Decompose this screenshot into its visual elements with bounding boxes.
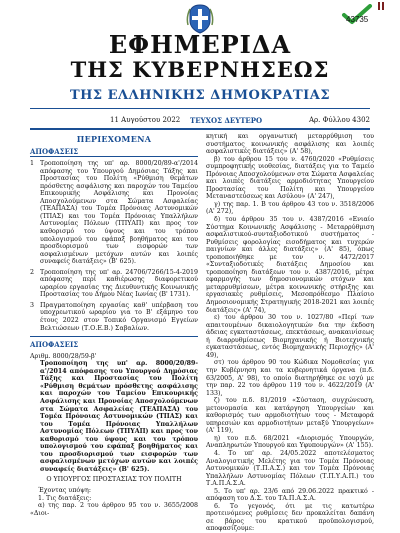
body-paragraph: 5. Το υπ' αρ. 23/6 από 29.06.2022 πρακτικό - απόφαση του Δ.Σ. του ΤΑ.Π.Α.Σ.Α. [206, 487, 374, 503]
barcode-mark [382, 2, 384, 10]
toc-item [30, 160, 198, 266]
toc-section: ΑΠΟΦΑΣΕΙΣ [30, 148, 198, 158]
decision-reference: Αριθμ. 8000/28/59-β' [30, 352, 97, 360]
issue-date: 11 Αυγούστου 2022 [110, 116, 181, 124]
decision-paragraph: 1. Τις διατάξεις: [38, 494, 92, 502]
gazette-title-line2: ΤΗΣ ΚΥΒΕΡΝΗΣΕΩΣ [70, 57, 330, 82]
body-paragraph: κητική και οργανωτική μεταρρύθμιση του συστήματος κοινωνικής ασφάλισης και λοιπές ασφαλιστικές διατάξεις» (Α' 58), [206, 133, 374, 156]
decisions-section: ΑΠΟΦΑΣΕΙΣ [30, 340, 79, 350]
body-paragraph: β) του άρθρου 15 του ν. 4760/2020 «Ρυθμίσεις συμπροφητικής υιοθεσίας, διατάξεις για το Ταμείο Πρόνοιας Αποσχολούμενων στα Σώματα Ασφαλείας και λοιπές διατάξεις αρμοδιότητας Υπουργείου Προστασίας του Πολίτη και Υπουργείου Μεταναστεύσεως και Ασύλου» (Α' 247), [206, 155, 374, 201]
gazette-title-line1: ΕΦΗΜΕΡΙΔΑ [108, 30, 292, 59]
header-divider [30, 108, 370, 109]
body-paragraph: δ) του άρθρου 35 του ν. 4387/2016 «Ενιαίο Σύστημα Κοινωνικής Ασφάλισης - Μεταρρύθμιση ασφαλιστικού-συνταξιοδοτικού συστήματος - Ρυθμίσεις φορολογίας εισοδήματος και τυχερών παιγνίων και άλλες διατάξεις» (Α' 85), όπως τροποποιήθηκε με τον ν. 4472/2017 «Συνταξιοδοτικές διατάξεις Δημοσίου και τροποποίηση διατάξεων του ν. 4387/2016, μέτρα εφαρμογής των δημοσιονομικών στόχων και μεταρρυθμίσεων, μέτρα κοινωνικής στήριξης και εργασιακές ρυθμίσεις, Μεσοπρόθεσμο Πλαίσιο Δημοσιονομικής Στρατηγικής 2018-2021 και λοιπές διατάξεις» (Α' 74), [206, 216, 374, 314]
toc-item-number: 2 [30, 268, 35, 276]
left-column [30, 133, 198, 517]
toc-title: ΠΕΡΙΕΧΟΜΕΝΑ [76, 134, 152, 144]
toc-item-text: Τροποποίηση της υπ' αρ. 8000/20/89-α'/2014 απόφασης του Υπουργού Δημόσιας Τάξης και Προστασίας του Πολίτη «Ρύθμιση θεμάτων πρόσθετης ασφάλισης και παροχών του Ταμείου Επικουρικής Ασφάλισης και Προνοίας Αποσχολούμενων στα Σώματα Ασφαλείας (ΤΕΑΠΑΣΑ) του Τομέα Πρόνοιας Αστυνομικών (ΤΠΑΣ) και του Τομέα Πρόνοιας Υπαλλήλων Αστυνομίας Πόλεων (ΤΠΥΑΠ) και προς τον καθορισμό του ύψους και του τρόπου υπολογισμού του εφάπαξ βοηθήματος και του προσδιορισμού των εισφορών των ασφαλισμένων μετόχων αυτών και λοιπές συναφείς διατάξεις» (Β' 625). [40, 160, 198, 266]
body-paragraph: στ) του άρθρου 90 του Κώδικα Νομοθεσίας για την Κυβέρνηση και τα κυβερνητικά όργανα (π.δ. 63/2005, Α' 98), το οποίο διατηρήθηκε σε ισχύ με την παρ. 22 του άρθρου 119 του ν. 4622/2019 (Α' 133), [206, 359, 374, 397]
body-paragraph: γ) της παρ. 1. Β του άρθρου 43 του ν. 3518/2006 (Α' 272), [206, 200, 374, 216]
decision-having: Έχοντας υπόψη: [38, 486, 91, 494]
toc-item-number: 1 [30, 160, 35, 168]
header-divider [30, 128, 370, 130]
toc-item-number: 3 [30, 301, 35, 309]
issue-meta-line [30, 116, 370, 128]
body-paragraph: 4. Το υπ' αρ. 24/05.2022 αποτελέσματος Αναλογιστικής Μελέτης για τον Τομέα Πρόνοιας Αστυνομικών (Τ.Π.Α.Σ.) και τον Τομέα Πρόνοιας Υπαλλήλων Αστυνομίας Πόλεων (Τ.Π.Υ.Α.Π.) του Τ.Α.Π.Α.Σ.Α. [206, 449, 374, 488]
barcode-mark [378, 2, 380, 10]
section-divider [30, 336, 198, 337]
issue-sheet-number: Αρ. Φύλλου 4302 [309, 116, 370, 124]
gazette-subtitle: ΤΗΣ ΕΛΛΗΝΙΚΗΣ ΔΗΜΟΚΡΑΤΙΑΣ [69, 88, 331, 103]
toc-item-text: Τροποποίηση της υπ' αρ. 24706/7266/15-4-2019 απόφασης περί καθιέρωσης διαφορετικού ωραρίου εργασίας της Διευθυντικής Κοινωνικής Προστασίας του Δήμου Νέας Ιωνίας (Β' 1731). [40, 268, 198, 299]
decision-paragraph: α) της παρ. 2 του άρθρου 95 του ν. 3655/2008 «Διοι- [30, 502, 198, 517]
issue-series: ΤΕΥΧΟΣ ΔΕΥΤΕΡΟ [190, 116, 263, 125]
decision-title: Τροποποίηση της υπ' αρ. 8000/20/89-α'/2014 απόφασης του Υπουργού Δημόσιας Τάξης και Προστασίας του Πολίτη «Ρύθμιση θεμάτων πρόσθετης ασφάλισης και παροχών του Ταμείου Επικουρικής Ασφάλισης και Προνοίας Αποσχολούμενων στα Σώματα Ασφαλείας (ΤΕΑΠΑΣΑ) του Τομέα Πρόνοιας Αστυνομικών (ΤΠΑΣ) και του Τομέα Πρόνοιας Υπαλλήλων Αστυνομίας Πόλεων (ΤΠΥΑΠ) και προς τον καθορισμό του ύψους και του τρόπου υπολογισμού του εφάπαξ βοηθήματος και του προσδιορισμού των εισφορών των ασφαλισμένων μετόχων αυτών και λοιπές συναφείς διατάξεις» (Β' 625). [40, 360, 198, 473]
decision-minister: Ο ΥΠΟΥΡΓΟΣ ΠΡΟΣΤΑΣΙΑΣ ΤΟΥ ΠΟΛΙΤΗ [46, 476, 182, 484]
body-paragraph: η) του π.δ. 68/2021 «Διορισμός Υπουργών, Αναπληρωτών Υπουργού και Υφυπουργών» (Α' 155). [206, 434, 374, 450]
right-column [206, 133, 374, 533]
toc-item-text: Πραγματοποίηση εργασίας καθ' υπέρβαση του υποχρεωτικού ωραρίου για το Β' εξάμηνο του έτους 2022 στον Τοπικό Οργανισμό Εγγείων Βελτιώσεων (Τ.Ο.Ε.Β.) Σαβαλίων. [40, 301, 198, 332]
toc-item [30, 269, 198, 299]
toc-item [30, 302, 198, 332]
body-paragraph: 6. Το γεγονός, ότι με τις κατωτέρω προτεινόμενες ρυθμίσεις δεν προκαλείται δαπάνη σε βάρος του κρατικού προϋπολογισμού, αποφασίζουμε: [206, 502, 374, 533]
body-paragraph: ζ) του π.δ. 81/2019 «Σύσταση, συγχώνευση, μετονομασία και κατάργηση Υπουργείων και καθορισμός των αρμοδιοτήτων τους - Μεταφορά υπηρεσιών και αρμοδιοτήτων μεταξύ Υπουργείων» (Α' 119), [206, 397, 374, 435]
fek-number: 43735 [346, 15, 369, 24]
body-paragraph: ε) του άρθρου 30 του ν. 1027/80 «Περί των απαιτουμένων δικαιολογητικών δια την έκδοση άδειας εγκαταστάσεως, επεκτάσεως, ανακαινίσεως ή διαρρυθμίσεως Βιομηχανικής ή Βιοτεχνικής εγκαταστάσεως, εντός Βιομηχανικής Περιοχής» (Α' 49), [206, 314, 374, 359]
